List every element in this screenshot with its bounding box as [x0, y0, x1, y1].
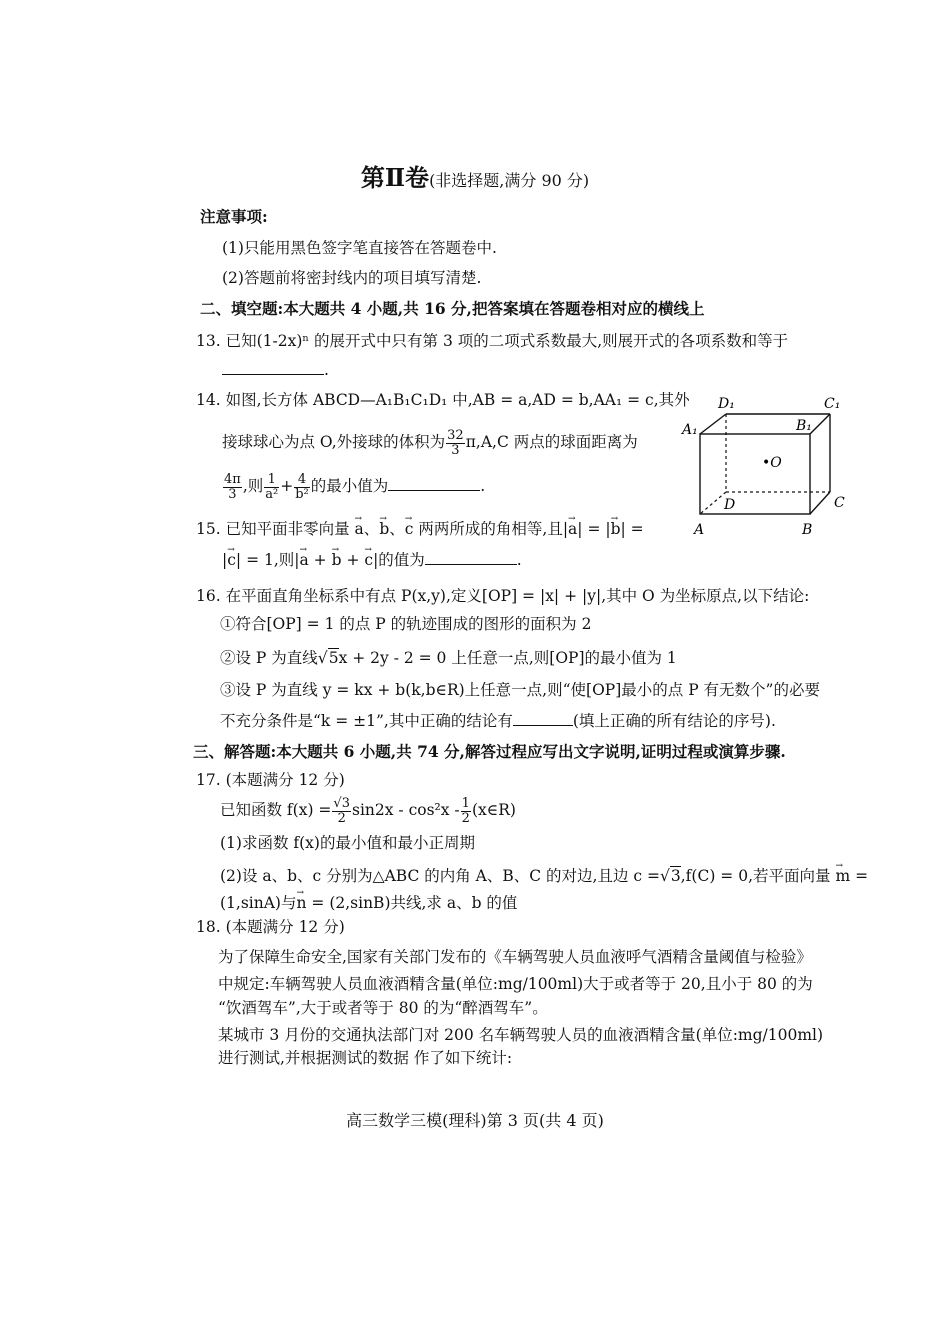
- q13-text: 已知(1-2x)ⁿ 的展开式中只有第 3 项的二项式系数最大,则展开式的各项系数和等于: [225, 332, 789, 350]
- q17-func-b: sin2x - cos²x -: [351, 801, 460, 819]
- q16-statement-3: ③设 P 为直线 y = kx + b(k,b∈R)上任意一点,则“使[OP]最小的点 P 有无数个”的必要: [220, 681, 820, 699]
- label-b: B: [802, 522, 813, 538]
- q17-frac-1-over-2: [461, 797, 471, 826]
- q18-paragraph-line-5: 进行测试,并根据测试的数据 作了如下统计:: [218, 1049, 513, 1067]
- q13-blank: [222, 360, 324, 375]
- notice-item-1: (1)只能用黑色签字笔直接答在答题卷中.: [222, 239, 497, 257]
- q17-frac-sqrt3-over-2: [332, 797, 351, 826]
- front-face: [700, 434, 810, 514]
- q15-line-2b: | = 1,则|: [235, 551, 300, 569]
- vector-m: → m: [835, 866, 850, 886]
- label-o: •O: [762, 455, 782, 471]
- label-b1: B₁: [796, 418, 812, 434]
- q18-paragraph-line-1: 为了保障生命安全,国家有关部门发布的《车辆驾驶人员血液呼气酒精含量阈值与检验》: [218, 948, 812, 966]
- q17-part-1: (1)求函数 f(x)的最小值和最小正周期: [220, 834, 475, 852]
- vector-n: → n: [296, 893, 306, 913]
- label-a1: A₁: [682, 422, 698, 438]
- frac-numerator: 4π: [224, 471, 241, 487]
- section-2-heading: 二、填空题:本大题共 4 小题,共 16 分,把答案填在答题卷相对应的横线上: [200, 299, 705, 318]
- frac-denominator: 2: [337, 810, 346, 826]
- label-c: C: [834, 495, 845, 511]
- vector-c: → c: [405, 519, 414, 539]
- question-17-header: [196, 770, 345, 790]
- frac-denominator: b²: [295, 486, 309, 502]
- frac-numerator: 1: [264, 473, 279, 488]
- edge-a1-d1: [700, 414, 726, 434]
- frac-denominator: a²: [265, 486, 279, 502]
- vector-a: → a: [355, 519, 364, 539]
- q17-part2-d: (1,sinA)与: [220, 894, 297, 912]
- q17-score: (本题满分 12 分): [225, 771, 345, 789]
- q15-line-1c: | = |: [577, 520, 611, 538]
- q14-line-1: 如图,长方体 ABCD—A₁B₁C₁D₁ 中,AB = a,AD = b,AA₁ = c,其外: [225, 391, 690, 409]
- label-c1: C₁: [824, 396, 841, 412]
- frac-denominator: 3: [228, 486, 237, 502]
- q16-statement-2: ②设 P 为直线√5x + 2y - 2 = 0 上任意一点,则[OP]的最小值为 1: [220, 649, 677, 667]
- q13-number: 13.: [196, 332, 221, 350]
- q14-line-2a: 接球球心为点 O,外接球的体积为: [222, 433, 446, 451]
- frac-numerator: 32: [447, 427, 464, 443]
- q15-line-1a: 已知平面非零向量: [225, 520, 350, 538]
- q15-line-2a: |: [222, 551, 228, 569]
- q14-volume-fraction: [446, 429, 465, 458]
- q17-number: 17.: [196, 771, 221, 789]
- q13-answer-line: [222, 360, 329, 380]
- q14-line-3a: ,则: [242, 477, 264, 495]
- q18-score: (本题满分 12 分): [225, 918, 345, 936]
- q17-function: [220, 793, 516, 827]
- q14-plus: +: [280, 477, 294, 495]
- label-a: A: [694, 522, 705, 538]
- q17-part2-c: =: [855, 867, 869, 885]
- q16-line-5: [220, 711, 776, 731]
- q15-end: .: [516, 551, 522, 569]
- question-16-line-1: [196, 586, 809, 606]
- question-13: [196, 331, 788, 351]
- q17-part-2-line-2: [220, 893, 517, 913]
- q18-paragraph-line-3: “饮酒驾车”,大于或者等于 80 的为“醉酒驾车”。: [218, 999, 548, 1017]
- page-footer: 高三数学三模(理科)第 3 页(共 4 页): [346, 1111, 604, 1130]
- q14-distance-fraction: [223, 473, 242, 502]
- vector-b: → b: [332, 550, 342, 570]
- frac-numerator: 4: [294, 473, 310, 488]
- cuboid-figure: [680, 392, 860, 542]
- frac-numerator: 1: [461, 795, 470, 811]
- q18-number: 18.: [196, 918, 221, 936]
- q15-line-1d: | =: [620, 520, 644, 538]
- q16-number: 16.: [196, 587, 221, 605]
- q14-line-3b: 的最小值为: [310, 477, 389, 495]
- frac-denominator: 3: [451, 442, 460, 458]
- q17-part2-a: (2)设 a、b、c 分别为△ABC 的内角 A、B、C 的对边,且边 c =: [220, 867, 660, 885]
- title-main: 第Ⅱ卷: [360, 163, 430, 192]
- q17-part-2-line-1: (2)设 a、b、c 分别为△ABC 的内角 A、B、C 的对边,且边 c =√3,f(C) = 0,若平面向量 → m =: [220, 866, 868, 886]
- edge-b1-c1: [810, 414, 830, 434]
- vector-a: → a: [300, 550, 309, 570]
- title-sub: (非选择题,满分 90 分): [429, 171, 590, 190]
- question-18-header: [196, 917, 345, 937]
- q17-sqrt-3: 3: [670, 867, 681, 885]
- vector-c: → c: [227, 550, 236, 570]
- question-15-line-2: |→ c| = 1,则|→ a + → b + → c|的值为 .: [222, 550, 522, 570]
- label-d: D: [724, 497, 736, 513]
- question-14-line-1: [196, 390, 690, 410]
- q14-frac-1-over-a2: [264, 473, 279, 502]
- q14-blank: [388, 476, 480, 491]
- question-14-line-3: [222, 470, 485, 502]
- q18-paragraph-line-2: 中规定:车辆驾驶人员血液酒精含量(单位:mg/100ml)大于或者等于 20,且小于 80 的为: [218, 975, 813, 993]
- vector-c: → c: [364, 550, 373, 570]
- q17-part2-b: ,f(C) = 0,若平面向量: [680, 867, 831, 885]
- q17-part2-e: = (2,sinB)共线,求 a、b 的值: [311, 894, 518, 912]
- label-d1: D₁: [718, 396, 735, 412]
- question-14-line-2: [222, 427, 638, 458]
- notice-heading: 注意事项:: [200, 207, 268, 226]
- edge-b-c: [810, 492, 830, 514]
- q15-line-1b: 两两所成的角相等,且|: [418, 520, 569, 538]
- q16-sqrt-5: 5: [328, 649, 339, 667]
- notice-item-2: (2)答题前将密封线内的项目填写清楚.: [222, 269, 482, 287]
- q15-number: 15.: [196, 520, 221, 538]
- q16-blank: [513, 711, 573, 726]
- q17-func-a: 已知函数 f(x) =: [220, 801, 332, 819]
- q14-end: .: [480, 477, 486, 495]
- vector-b: → b: [379, 519, 389, 539]
- q15-line-2c: |的值为: [373, 551, 425, 569]
- q16-statement-1: ①符合[OP] = 1 的点 P 的轨迹围成的图形的面积为 2: [220, 615, 592, 633]
- q16-line-1: 在平面直角坐标系中有点 P(x,y),定义[OP] = |x| + |y|,其中 O 为坐标原点,以下结论:: [225, 587, 810, 605]
- section-title: [0, 158, 950, 193]
- q16-line-3a: ②设 P 为直线: [220, 649, 318, 667]
- q15-blank: [425, 550, 517, 565]
- q18-paragraph-line-4: 某城市 3 月份的交通执法部门对 200 名车辆驾驶人员的血液酒精含量(单位:mg/100ml): [218, 1026, 824, 1044]
- frac-denominator: 2: [461, 810, 470, 826]
- q14-line-2b: π,A,C 两点的球面距离为: [465, 433, 638, 451]
- q13-end: .: [324, 361, 329, 379]
- q14-frac-4-over-b2: [294, 473, 310, 502]
- q16-line-5b: (填上正确的所有结论的序号).: [572, 712, 776, 730]
- q17-func-c: (x∈R): [471, 801, 516, 819]
- q14-number: 14.: [196, 391, 221, 409]
- vector-a: → a: [568, 519, 577, 539]
- question-15-line-1: 15. 已知平面非零向量 → a、→ b、→ c 两两所成的角相等,且|→ a| = |→ b| =: [196, 519, 644, 539]
- hidden-edge-d-a: [700, 492, 726, 514]
- frac-numerator: √3: [333, 795, 350, 811]
- section-3-heading: 三、解答题:本大题共 6 小题,共 74 分,解答过程应写出文字说明,证明过程或演算步骤.: [193, 742, 786, 761]
- vector-b: → b: [611, 519, 621, 539]
- q16-line-5a: 不充分条件是“k = ±1”,其中正确的结论有: [220, 712, 513, 730]
- q16-line-3c: x + 2y - 2 = 0 上任意一点,则[OP]的最小值为 1: [338, 649, 677, 667]
